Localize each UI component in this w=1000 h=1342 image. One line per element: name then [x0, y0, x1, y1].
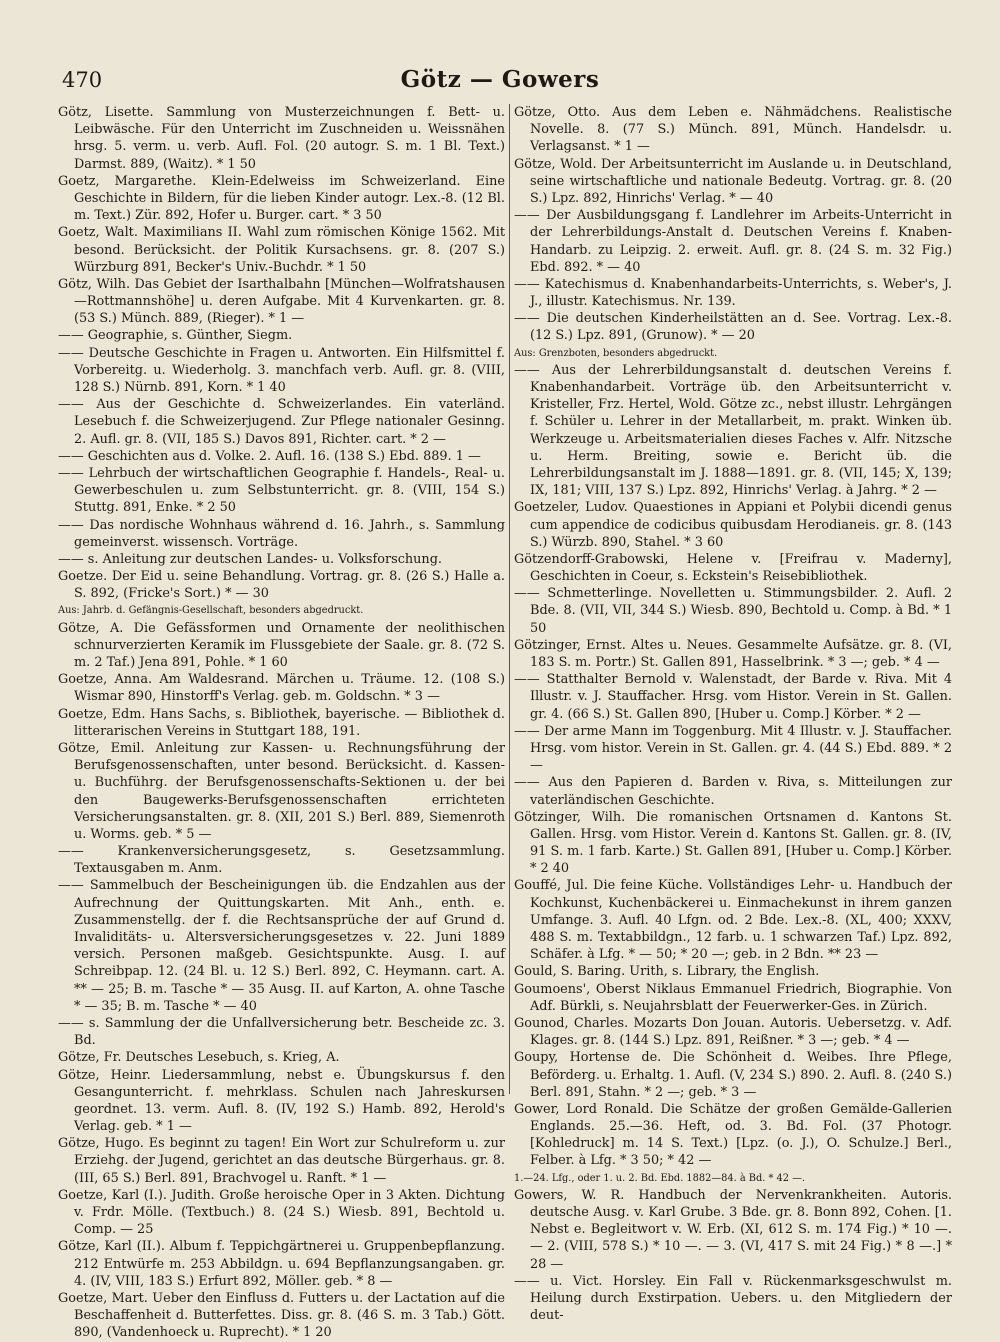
catalog-entry: —— Lehrbuch der wirtschaftlichen Geographie f. Handels-, Real- u. Gewerbeschulen u. zum Selbstunterricht. gr. 8. (VIII, 154 S.) Stuttg. 891, Enke. * 2 50: [58, 465, 505, 516]
catalog-entry: —— Geschichten aus d. Volke. 2. Aufl. 16. (138 S.) Ebd. 889. 1 —: [58, 448, 481, 464]
catalog-entry: Götzinger, Ernst. Altes u. Neues. Gesammelte Aufsätze. gr. 8. (VI, 183 S. m. Portr.) St. Gallen 891, Hasselbrink. * 3 —; geb. * 4 —: [514, 637, 952, 670]
catalog-entry: Goetze, Karl (I.). Judith. Große heroische Oper in 3 Akten. Dichtung v. Frdr. Mölle. (Textbuch.) 8. (24 S.) Wiesb. 891, Bechtold u. Comp. — 25: [58, 1187, 505, 1238]
catalog-entry: Goetze, Edm. Hans Sachs, s. Bibliothek, bayerische. — Bibliothek d. litterarischen Vereins in Stuttgart 188, 191.: [58, 706, 505, 739]
source-note: Aus: Grenzboten, besonders abgedruckt.: [514, 347, 718, 359]
catalog-entry: Götze, Wold. Der Arbeitsunterricht im Auslande u. in Deutschland, seine wirtschaftliche und nationale Bedeutg. Vortrag. gr. 8. (20 S.) Lpz. 892, Hinrichs' Verlag. * — 40: [514, 156, 952, 206]
catalog-entry: Gowers, W. R. Handbuch der Nervenkrankheiten. Autoris. deutsche Ausg. v. Karl Grube. 3 Bde. gr. 8. Bonn 892, Cohen. [1. Nebst e. Begleitwort v. W. Erb. (XI, 612 S. m. 174 Fig.) * 10 —. — 2. (VIII, 578 S.) * 10 —. — 3. (VI, 417 S. mit 24 Fig.) * 8 —.] * 28 —: [514, 1187, 952, 1272]
catalog-entry: Götze, Emil. Anleitung zur Kassen- u. Rechnungsführung der Berufsgenossenschaften, unter besond. Berücksicht. d. Kassen- u. Buchführg. der Berufsgenossenschafts-Sektionen u. der bei den Baugewerks-Berufsgenossenschaften errichteten Versicherungsanstalten. gr. 8. (XII, 201 S.) Berl. 889, Siemenroth u. Worms. geb. * 5 —: [58, 740, 505, 842]
catalog-entry: Goetze. Der Eid u. seine Behandlung. Vortrag. gr. 8. (26 S.) Halle a. S. 892, (Fricke's Sort.) * — 30: [58, 569, 505, 602]
catalog-entry: Gounod, Charles. Mozarts Don Jouan. Autoris. Uebersetzg. v. Adf. Klages. gr. 8. (144 S.) Lpz. 891, Reißner. * 3 —; geb. * 4 —: [514, 1015, 952, 1049]
catalog-entry: —— Krankenversicherungsgesetz, s. Gesetzsammlung. Textausgaben m. Anm.: [58, 844, 505, 877]
catalog-entry: Götzinger, Wilh. Die romanischen Ortsnamen d. Kantons St. Gallen. Hrsg. vom Histor. Verein d. Kantons St. Gallen. gr. 8. (IV, 91 S. m. 1 farb. Karte.) St. Gallen 891, [Huber u. Comp.] Körber. * 2 40: [514, 809, 952, 877]
catalog-entry: Götze, Otto. Aus dem Leben e. Nähmädchens. Realistische Novelle. 8. (77 S.) Münch. 891, Münch. Handelsdr. u. Verlagsanst. * 1 —: [514, 105, 952, 155]
catalog-entry: —— Statthalter Bernold v. Walenstadt, der Barde v. Riva. Mit 4 Illustr. v. J. Stauffacher. Hrsg. vom Histor. Verein in St. Gallen. gr. 4. (66 S.) St. Gallen 890, [Huber u. Comp.] Körber. * 2 —: [514, 672, 952, 722]
catalog-entry: —— Geographie, s. Günther, Siegm.: [58, 328, 293, 344]
catalog-entry: Goetze, Mart. Ueber den Einfluss d. Futters u. der Lactation auf die Beschaffenheit d. Butterfettes. Diss. gr. 8. (46 S. m. 3 Tab.) Gött. 890, (Vandenhoeck u. Ruprecht). * 1 20: [58, 1290, 505, 1341]
page-number: 470: [62, 68, 103, 92]
catalog-entry: —— Deutsche Geschichte in Fragen u. Antworten. Ein Hilfsmittel f. Vorbereitg. u. Wiederholg. 3. manchfach verb. Aufl. gr. 8. (VIII, 128 S.) Nürnb. 891, Korn. * 1 40: [58, 345, 505, 395]
catalog-entry: Götz, Wilh. Das Gebiet der Isarthalbahn [München—Wolfratshausen—Rottmannshöhe] u. deren Aufgabe. Mit 4 Kurvenkarten. gr. 8. (53 S.) Münch. 889, (Rieger). * 1 —: [58, 276, 505, 327]
catalog-entry: Goupy, Hortense de. Die Schönheit d. Weibes. Ihre Pflege, Beförderg. u. Erhaltg. 1. Aufl. (V, 234 S.) 890. 2. Aufl. 8. (240 S.) Berl. 891, Stahn. * 2 —; geb. * 3 —: [514, 1050, 952, 1100]
catalog-entry: Götze, Hugo. Es beginnt zu tagen! Ein Wort zur Schulreform u. zur Erziehg. der Jugend, gerichtet an das deutsche Bürgerhaus. gr. 8. (III, 65 S.) Berl. 891, Brachvogel u. Ranft. * 1 —: [58, 1136, 505, 1186]
catalog-entry: —— Aus den Papieren d. Barden v. Riva, s. Mitteilungen zur vaterländischen Geschichte.: [514, 775, 952, 808]
catalog-entry: Götze, Fr. Deutsches Lesebuch, s. Krieg, A.: [58, 1050, 340, 1066]
catalog-entry: —— s. Sammlung der die Unfallversicherung betr. Bescheide zc. 3. Bd.: [58, 1015, 505, 1049]
catalog-entry: —— u. Vict. Horsley. Ein Fall v. Rückenmarksgeschwulst m. Heilung durch Exstirpation. Uebers. u. den Mitgliedern der deut-: [514, 1273, 952, 1324]
catalog-entry: Gower, Lord Ronald. Die Schätze der großen Gemälde-Gallerien Englands. 25.—36. Heft, od. 3. Bd. Fol. (37 Photogr. [Kohledruck] m. 14 S. Text.) [Lpz. (o. J.), O. Schulze.] Berl., Felber. à Lfg. * 3 50; * 42 —: [514, 1101, 952, 1169]
catalog-entry: —— s. Anleitung zur deutschen Landes- u. Volksforschung.: [58, 551, 443, 567]
source-note: Aus: Jahrb. d. Gefängnis-Gesellschaft, besonders abgedruckt.: [58, 605, 364, 617]
catalog-entry: —— Der arme Mann im Toggenburg. Mit 4 Illustr. v. J. Stauffacher. Hrsg. vom histor. Verein in St. Gallen. gr. 4. (44 S.) Ebd. 889. * 2 —: [514, 723, 952, 774]
catalog-entry: —— Aus der Lehrerbildungsanstalt d. deutschen Vereins f. Knabenhandarbeit. Vorträge üb. den Arbeitsunterricht v. Kristeller, Frz. Hertel, Wold. Götze zc., nebst illustr. Lehrgängen f. Schüler u. Lehrer in der Metallarbeit, m. prakt. Winken üb. Werkzeuge u. Arbeitsmaterialien dieses Faches v. Alfr. Nitzsche u. Herm. Breiting, sowie e. Bericht üb. die Lehrerbildungsanstalt im J. 1888—1891. gr. 8. (VII, 145; X, 139; IX, 181; VIII, 137 S.) Lpz. 892, Hinrichs' Verlag. à Jahrg. * 2 —: [514, 362, 952, 499]
source-note: 1.—24. Lfg., oder 1. u. 2. Bd. Ebd. 1882—84. à Bd. * 42 —.: [514, 1172, 806, 1184]
catalog-entry: Goetz, Margarethe. Klein-Edelweiss im Schweizerland. Eine Geschichte in Bildern, für die lieben Kinder autogr. Lex.-8. (12 Bl. m. Text.) Zür. 892, Hofer u. Burger. cart. * 3 50: [58, 173, 505, 224]
catalog-entry: Götzendorff-Grabowski, Helene v. [Freifrau v. Maderny], Geschichten in Coeur, s. Eckstein's Reisebibliothek.: [514, 551, 952, 585]
right-column: [514, 104, 952, 1324]
catalog-entry: Goetze, Anna. Am Waldesrand. Märchen u. Träume. 12. (108 S.) Wismar 890, Hinstorff's Verlag. geb. m. Goldschn. * 3 —: [58, 672, 505, 705]
catalog-entry: —— Das nordische Wohnhaus während d. 16. Jahrh., s. Sammlung gemeinverst. wissensch. Vorträge.: [58, 517, 505, 550]
column-divider: [509, 104, 510, 1094]
left-column: [58, 104, 505, 1342]
catalog-entry: —— Der Ausbildungsgang f. Landlehrer im Arbeits-Unterricht in der Lehrerbildungs-Anstalt d. Deutschen Vereins f. Knaben-Handarb. zu Leipzig. 2. erweit. Aufl. gr. 8. (24 S. m. 32 Fig.) Ebd. 892. * — 40: [514, 208, 952, 275]
catalog-entry: Gouffé, Jul. Die feine Küche. Vollständiges Lehr- u. Handbuch der Kochkunst, Kuchenbäckerei u. Einmachekunst in ihrem ganzen Umfange. 3. Aufl. 40 Lfgn. od. 2 Bde. Lex.-8. (XL, 400; XXXV, 488 S. m. Textabbildgn., 12 farb. u. 1 schwarzen Taf.) Lpz. 892, Schäfer. à Lfg. * — 50; * 20 —; geb. in 2 Bdn. ** 23 —: [514, 878, 952, 963]
catalog-entry: —— Sammelbuch der Bescheinigungen üb. die Endzahlen aus der Aufrechnung der Quittungskarten. Mit Anh., enth. e. Zusammenstellg. der f. die Rechtsansprüche der auf Grund d. Invaliditäts- u. Altersversicherungsgesetzes v. 22. Juni 1889 versich. Personen maßgeb. Gesichtspunkte. Ausg. I. auf Schreibpap. 12. (24 Bl. u. 12 S.) Berl. 892, C. Heymann. cart. A. ** — 25; B. m. Tasche * — 35 Ausg. II. auf Karton, A. ohne Tasche * — 35; B. m. Tasche * — 40: [58, 878, 505, 1014]
catalog-entry: Götz, Lisette. Sammlung von Musterzeichnungen f. Bett- u. Leibwäsche. Für den Unterricht im Zuschneiden u. Weissnähen hrsg. 5. verm. u. verb. Aufl. Fol. (20 autogr. S. m. 1 Bl. Text.) Darmst. 889, (Waitz). * 1 50: [58, 105, 505, 172]
catalog-entry: Götze, A. Die Gefässformen und Ornamente der neolithischen schnurverzierten Keramik im Flussgebiete der Saale. gr. 8. (72 S. m. 2 Taf.) Jena 891, Pohle. * 1 60: [58, 620, 505, 670]
catalog-entry: Götze, Karl (II.). Album f. Teppichgärtnerei u. Gruppenbepflanzung. 212 Entwürfe m. 253 Abbildgn. u. 694 Bepflanzungsangaben. gr. 4. (IV, VIII, 183 S.) Erfurt 892, Möller. geb. * 8 —: [58, 1239, 505, 1289]
catalog-entry: Goetzeler, Ludov. Quaestiones in Appiani et Polybii dicendi genus cum appendice de codicibus quibusdam Herodianeis. gr. 8. (143 S.) Würzb. 890, Stahel. * 3 60: [514, 500, 952, 550]
catalog-entry: —— Schmetterlinge. Novelletten u. Stimmungsbilder. 2. Aufl. 2 Bde. 8. (VII, VII, 344 S.) Wiesb. 890, Bechtold u. Comp. à Bd. * 1 50: [514, 586, 952, 636]
catalog-entry: Gould, S. Baring. Urith, s. Library, the English.: [514, 964, 820, 980]
catalog-entry: Goetz, Walt. Maximilians II. Wahl zum römischen Könige 1562. Mit besond. Berücksicht. der Politik Kursachsens. gr. 8. (207 S.) Würzburg 891, Becker's Univ.-Buchdr. * 1 50: [58, 225, 505, 275]
catalog-entry: Goumoens', Oberst Niklaus Emmanuel Friedrich, Biographie. Von Adf. Bürkli, s. Neujahrsblatt der Feuerwerker-Ges. in Zürich.: [514, 981, 952, 1014]
catalog-entry: Götze, Heinr. Liedersammlung, nebst e. Übungskursus f. den Gesangunterricht. f. mehrklass. Schulen nach Jahreskursen geordnet. 13. verm. Aufl. 8. (IV, 192 S.) Hamb. 892, Herold's Verlag. geb. * 1 —: [58, 1067, 505, 1135]
page-title: Götz — Gowers: [400, 66, 600, 93]
catalog-entry: —— Die deutschen Kinderheilstätten an d. See. Vortrag. Lex.-8. (12 S.) Lpz. 891, (Grunow). * — 20: [514, 311, 952, 344]
catalog-entry: —— Aus der Geschichte d. Schweizerlandes. Ein vaterländ. Lesebuch f. die Schweizerjugend. Zur Pflege nationaler Gesinng. 2. Aufl. gr. 8. (VII, 185 S.) Davos 891, Richter. cart. * 2 —: [58, 397, 505, 447]
catalog-entry: —— Katechismus d. Knabenhandarbeits-Unterrichts, s. Weber's, J. J., illustr. Katechismus. Nr. 139.: [514, 276, 952, 310]
